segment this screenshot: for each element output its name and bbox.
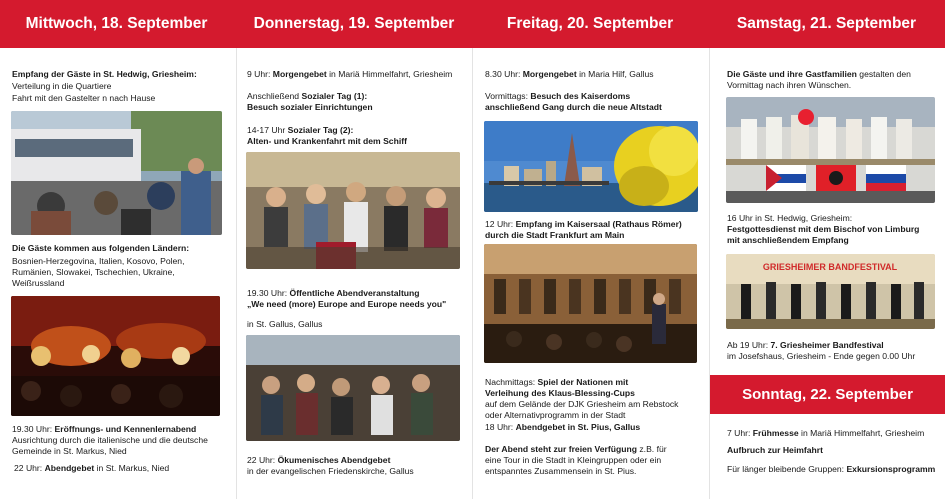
column-divider: [236, 48, 237, 499]
departure: Aufbruch zur Heimfahrt: [727, 445, 823, 455]
day-title-wednesday: Mittwoch, 18. September: [25, 15, 208, 32]
service-title: Festgottesdienst mit dem Bischof von Limburg: [727, 224, 920, 234]
evening-prayer: 22 Uhr: Abendgebet in St. Markus, Nied: [14, 463, 170, 473]
bus-arrival-photo: [11, 111, 222, 235]
band-festival-photo: [726, 254, 935, 329]
longer-stay: Für länger bleibende Gruppen: Exkursionsprogramm: [727, 464, 936, 474]
dom-visit-line: anschließend Gang durch die neue Altstadt: [485, 102, 662, 112]
day-title-thursday: Donnerstag, 19. September: [253, 15, 455, 32]
opening-event: 19.30 Uhr: Eröffnungs- und Kennenlernabend: [12, 424, 197, 434]
countries-line: Weißrussland: [12, 278, 65, 288]
day-title-friday: Freitag, 20. September: [506, 15, 674, 32]
free-evening-line: entspanntes Zusammensein in St. Pius.: [485, 466, 637, 476]
ecumenical-prayer: 22 Uhr: Ökumenisches Abendgebet: [247, 455, 391, 465]
reception-event: 12 Uhr: Empfang im Kaisersaal (Rathaus Römer): [485, 219, 682, 229]
public-evening: 19.30 Uhr: Öffentliche Abendveranstaltung: [247, 288, 420, 298]
service-line: mit anschließendem Empfang: [727, 235, 849, 245]
frankfurt-skyline-photo: [484, 121, 698, 212]
day-title-saturday: Samstag, 21. September: [736, 15, 917, 32]
reception-line: durch die Stadt Frankfurt am Main: [485, 230, 625, 240]
column-thursday: [247, 48, 467, 499]
band-festival-banner: GRIESHEIMER BANDFESTIVAL: [762, 262, 898, 272]
morning-prayer: 9 Uhr: Morgengebet in Mariä Himmelfahrt, Griesheim: [247, 69, 453, 79]
families-line: Vormittag nach ihren Wünschen.: [727, 80, 852, 90]
countries-line: Rumänien, Slowakei, Tschechien, Ukraine,: [12, 267, 175, 277]
welcome-title: Empfang der Gäste in St. Hedwig, Griesheim:: [12, 69, 197, 79]
social-day-2: 14-17 Uhr Sozialer Tag (2):: [247, 125, 354, 135]
social-day-1-line: Besuch sozialer Einrichtungen: [247, 102, 373, 112]
games-line: auf dem Gelände der DJK Griesheim am Rebstock: [485, 399, 679, 409]
service-time: 16 Uhr in St. Hedwig, Griesheim:: [727, 213, 853, 223]
early-mass: 7 Uhr: Frühmesse in Mariä Himmelfahrt, Griesheim: [727, 428, 925, 438]
games-line: oder Alternativprogramm in der Stadt: [485, 410, 626, 420]
column-divider: [472, 48, 473, 499]
kaisersaal-photo: [484, 244, 697, 363]
ecumenical-place: in der evangelischen Friedenskirche, Gallus: [247, 466, 414, 476]
band-festival: Ab 19 Uhr: 7. Griesheimer Bandfestival: [727, 340, 884, 350]
families-morning: Die Gäste und ihre Gastfamilien gestalten den: [727, 69, 911, 79]
column-saturday: [727, 48, 941, 499]
band-festival-line: im Josefshaus, Griesheim - Ende gegen 0.00 Uhr: [727, 351, 916, 361]
countries-title: Die Gäste kommen aus folgenden Ländern:: [12, 243, 190, 253]
public-evening-place: in St. Gallus, Gallus: [247, 319, 323, 329]
opening-line: Ausrichtung durch die italienische und die deutsche: [12, 435, 208, 445]
social-day-1: Anschließend Sozialer Tag (1):: [247, 91, 368, 101]
dom-visit: Vormittags: Besuch des Kaiserdoms: [485, 91, 631, 101]
games-event: Nachmittags: Spiel der Nationen mit: [485, 377, 629, 387]
free-evening: Der Abend steht zur freien Verfügung z.B. für: [485, 444, 667, 454]
column-divider: [709, 48, 710, 499]
welcome-line: Fahrt mit den Gastelter n nach Hause: [12, 93, 156, 103]
pius-prayer: 18 Uhr: Abendgebet in St. Pius, Gallus: [485, 422, 641, 432]
welcome-line: Verteilung in die Quartiere: [12, 81, 112, 91]
morning-prayer: 8.30 Uhr: Morgengebet in Maria Hilf, Gallus: [485, 69, 654, 79]
column-wednesday: [12, 48, 230, 499]
social-day-photo: [246, 152, 460, 269]
evening-event-photo: [246, 335, 460, 441]
games-line: Verleihung des Klaus-Blessing-Cups: [485, 388, 635, 398]
free-evening-line: eine Tour in die Stadt in Kleingruppen oder ein: [485, 455, 662, 465]
column-friday: [485, 48, 703, 499]
festive-mass-photo: [726, 97, 935, 203]
dance-evening-photo: [11, 296, 220, 416]
day-title-sunday: Sonntag, 22. September: [710, 375, 945, 414]
countries-line: Bosnien-Herzegovina, Italien, Kosovo, Polen,: [12, 256, 185, 266]
public-evening-motto: „We need (more) Europe and Europe needs you": [247, 299, 447, 309]
opening-line: Gemeinde in St. Markus, Nied: [12, 446, 127, 456]
social-day-2-line: Alten- und Krankenfahrt mit dem Schiff: [247, 136, 407, 146]
